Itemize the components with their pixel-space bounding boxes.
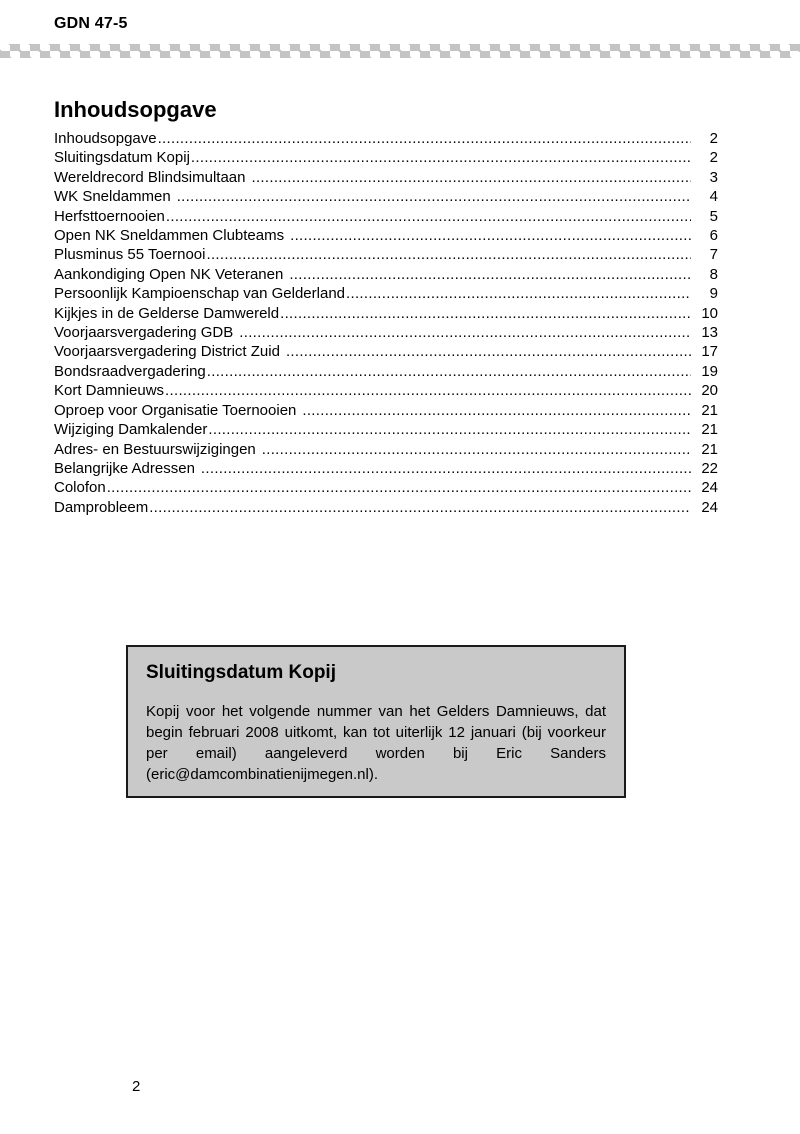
toc-entry-page-number: 21 [701,421,718,439]
toc-entry-label: Wijziging Damkalender [54,421,208,439]
toc-entry[interactable] [54,440,718,459]
toc-entry-page-number: 6 [709,227,718,245]
toc-entry-page-number: 9 [709,285,718,303]
toc-entry-page-number: 19 [701,362,718,380]
toc-entry-label: Voorjaarsvergadering District Zuid [54,343,280,361]
page-title: Inhoudsopgave [54,96,217,122]
toc-entry[interactable] [54,362,718,381]
toc-dot-leader [289,267,691,282]
toc-entry-page-number: 7 [709,246,718,264]
page-number-footer: 2 [132,1078,141,1095]
toc-entry[interactable] [54,226,718,245]
toc-dot-leader [177,189,691,204]
toc-entry[interactable] [54,381,718,400]
callout-title: Sluitingsdatum Kopij [146,662,336,683]
toc-entry[interactable] [54,265,718,284]
toc-dot-leader [201,461,691,476]
callout-body-text: Kopij voor het volgende nummer van het Gelders Damnieuws, dat begin februari 2008 uitkomt, kan tot uiterlijk 12 januari (bij voorkeur per email) aangeleverd worden bij Eric Sanders (eric@damcombinatienijmegen.nl). [146,703,606,783]
toc-entry-label: Persoonlijk Kampioenschap van Gelderland [54,285,346,303]
toc-entry-label: Kijkjes in de Gelderse Damwereld [54,304,280,322]
toc-entry[interactable] [54,342,718,361]
toc-entry[interactable] [54,187,718,206]
toc-entry-label: Bondsraadvergadering [54,362,206,380]
toc-entry-label: Adres- en Bestuurswijzigingen [54,440,256,458]
toc-dot-leader [107,480,691,495]
toc-entry-label: Voorjaarsvergadering GDB [54,324,234,342]
toc-entry-label: Wereldrecord Blindsimultaan [54,168,246,186]
toc-entry[interactable] [54,304,718,323]
toc-dot-leader [206,247,691,262]
toc-entry-page-number: 8 [709,265,718,283]
toc-dot-leader [165,383,691,398]
toc-entry-page-number: 20 [701,382,718,400]
toc-entry[interactable] [54,459,718,478]
toc-entry-label: Inhoudsopgave [54,130,157,147]
toc-entry-label: Open NK Sneldammen Clubteams [54,227,285,245]
toc-entry-page-number: 2 [709,149,718,167]
toc-entry[interactable] [54,207,718,226]
toc-entry[interactable] [54,284,718,303]
toc-dot-leader [262,442,691,457]
toc-entry-label: WK Sneldammen [54,188,171,206]
toc-dot-leader [207,364,691,379]
toc-dot-leader [346,286,691,301]
deadline-callout-box [126,645,626,798]
toc-entry-label: Damprobleem [54,498,149,516]
toc-dot-leader [149,500,691,515]
toc-entry-label: Sluitingsdatum Kopij [54,149,190,167]
toc-dot-leader [166,209,691,224]
toc-dot-leader [302,403,691,418]
toc-entry-label: Oproep voor Organisatie Toernooien [54,401,297,419]
toc-entry-page-number: 13 [701,324,718,342]
table-of-contents [54,129,718,517]
toc-dot-leader [280,306,691,321]
toc-entry-page-number: 5 [709,207,718,225]
toc-entry[interactable] [54,129,718,148]
toc-dot-leader [290,228,691,243]
toc-entry-page-number: 10 [701,304,718,322]
toc-entry-label: Aankondiging Open NK Veteranen [54,265,284,283]
toc-entry[interactable] [54,168,718,187]
toc-entry[interactable] [54,148,718,167]
toc-entry-page-number: 24 [701,479,718,497]
toc-dot-leader [286,344,691,359]
toc-entry-page-number: 4 [709,188,718,206]
toc-dot-leader [239,325,691,340]
toc-entry-label: Kort Damnieuws [54,382,165,400]
toc-entry-label: Herfsttoernooien [54,207,165,225]
toc-entry-label: Colofon [54,479,106,497]
running-header: GDN 47-5 [54,15,128,32]
toc-entry-page-number: 21 [701,440,718,458]
toc-entry-page-number: 17 [701,343,718,361]
toc-dot-leader [191,150,691,165]
toc-dot-leader [208,422,691,437]
toc-entry-page-number: 24 [701,498,718,516]
toc-entry-label: Belangrijke Adressen [54,459,195,477]
toc-entry[interactable] [54,478,718,497]
toc-entry-page-number: 2 [709,130,718,147]
toc-entry-page-number: 3 [709,168,718,186]
toc-entry-label: Plusminus 55 Toernooi [54,246,206,264]
toc-entry[interactable] [54,401,718,420]
toc-entry[interactable] [54,420,718,439]
toc-entry-page-number: 22 [701,459,718,477]
toc-entry[interactable] [54,245,718,264]
toc-entry-page-number: 21 [701,401,718,419]
toc-entry[interactable] [54,498,718,517]
toc-dot-leader [251,170,691,185]
toc-entry[interactable] [54,323,718,342]
toc-dot-leader [158,131,691,146]
checkerboard-divider [0,44,800,58]
